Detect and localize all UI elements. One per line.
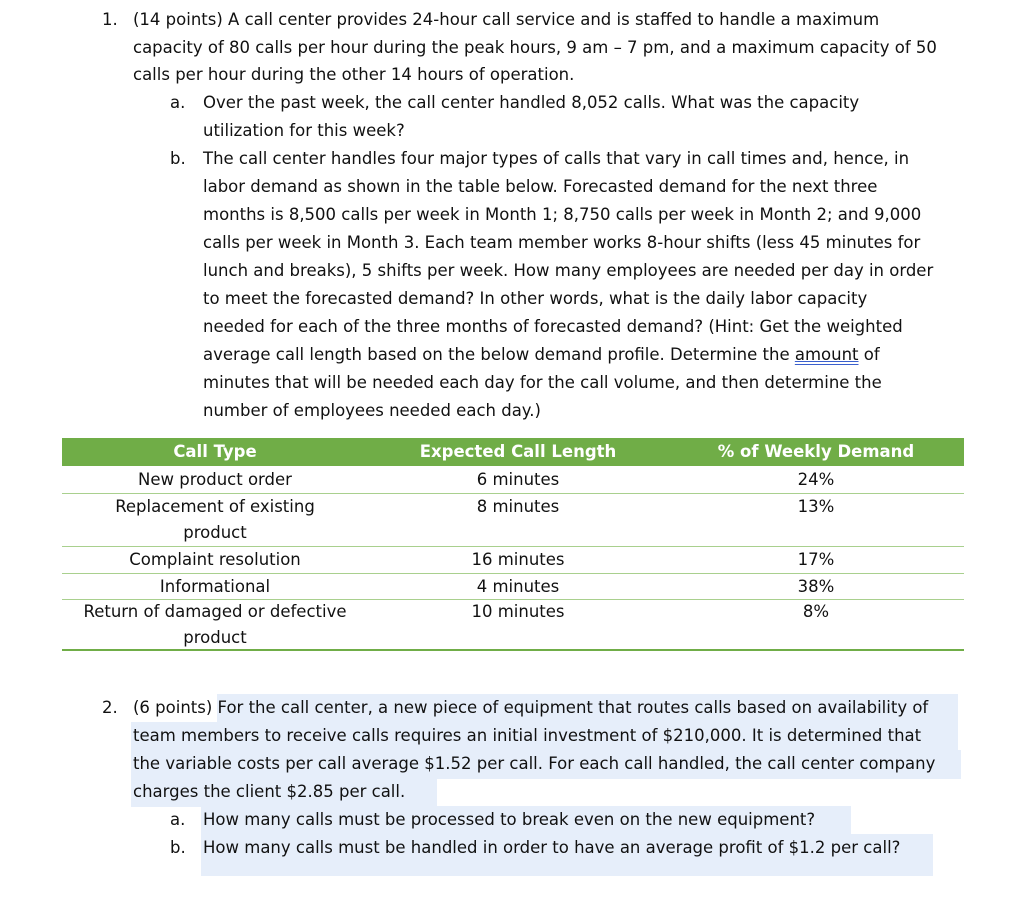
table-cell-length: 4 minutes (476, 577, 560, 596)
question-1b-line (203, 345, 880, 365)
table-cell-length: 10 minutes (471, 602, 565, 621)
header-call-type: Call Type (173, 442, 257, 461)
table-cell-type: Informational (159, 577, 271, 596)
question-2-line: charges the client $2.85 per call. (133, 782, 406, 801)
question-2-number: 2. (102, 698, 118, 717)
question-2a-text: How many calls must be processed to break even on the new equipment? (203, 810, 816, 829)
question-1-line: capacity of 80 calls per hour during the peak hours, 9 am – 7 pm, and a maximum capacity of 50 (133, 38, 937, 57)
question-1a-line: Over the past week, the call center handled 8,052 calls. What was the capacity (203, 93, 860, 112)
question-1b-line: needed for each of the three months of forecasted demand? (Hint: Get the weighted (203, 317, 903, 336)
question-2b-label: b. (170, 838, 186, 857)
question-1b-line: months is 8,500 calls per week in Month 1; 8,750 calls per week in Month 2; and 9,000 (203, 205, 922, 224)
question-2-line: team members to receive calls requires an initial investment of $210,000. It is determined that (133, 726, 922, 745)
question-1-number: 1. (102, 10, 118, 29)
question-1b-line: to meet the forecasted demand? In other words, what is the daily labor capacity (203, 289, 868, 308)
table-cell-length: 16 minutes (471, 550, 565, 569)
table-cell-type: Return of damaged or defective (83, 602, 347, 621)
table-cell-length: 6 minutes (476, 470, 560, 489)
question-1b-line: labor demand as shown in the table below. Forecasted demand for the next three (203, 177, 878, 196)
question-1-line: calls per hour during the other 14 hours of operation. (133, 65, 575, 84)
table-cell-length: 8 minutes (476, 497, 560, 516)
header-weekly-demand: % of Weekly Demand (717, 442, 915, 461)
question-1-line: (14 points) A call center provides 24-hour call service and is staffed to handle a maximum (133, 10, 880, 29)
table-cell-pct: 38% (797, 577, 835, 596)
table-header-row (62, 438, 964, 466)
question-1a-line: utilization for this week? (203, 121, 405, 140)
table-cell-pct: 8% (802, 602, 830, 621)
question-1b-line: minutes that will be needed each day for the call volume, and then determine the (203, 373, 882, 392)
question-2a-label: a. (170, 810, 186, 829)
text-span: of (858, 345, 880, 364)
table-cell-type: Replacement of existing (115, 497, 315, 516)
table-bottom-border (62, 649, 964, 651)
question-1b-line: The call center handles four major types of calls that vary in call times and, hence, in (203, 149, 910, 168)
table-cell-type: New product order (138, 470, 292, 489)
table-cell-pct: 13% (797, 497, 835, 516)
table-cell-pct: 17% (797, 550, 835, 569)
question-2-line: (6 points) For the call center, a new piece of equipment that routes calls based on availability of (133, 698, 929, 717)
question-2b-text: How many calls must be handled in order to have an average profit of $1.2 per call? (203, 838, 901, 857)
header-expected-call-length: Expected Call Length (419, 442, 617, 461)
question-1b-label: b. (170, 149, 186, 168)
question-1b-line: calls per week in Month 3. Each team member works 8-hour shifts (less 45 minutes for (203, 233, 921, 252)
table-cell-pct: 24% (797, 470, 835, 489)
amount-word[interactable]: amount (794, 345, 859, 364)
text-span: average call length based on the below demand profile. Determine the (203, 345, 795, 364)
question-1b-line: number of employees needed each day.) (203, 401, 541, 420)
question-2-line: the variable costs per call average $1.52 per call. For each call handled, the call center company (133, 754, 936, 773)
table-cell-type: Complaint resolution (129, 550, 301, 569)
question-1b-line: lunch and breaks), 5 shifts per week. How many employees are needed per day in order (203, 261, 934, 280)
table-cell-type: product (183, 628, 247, 647)
table-cell-type: product (183, 523, 247, 542)
question-1a-label: a. (170, 93, 186, 112)
